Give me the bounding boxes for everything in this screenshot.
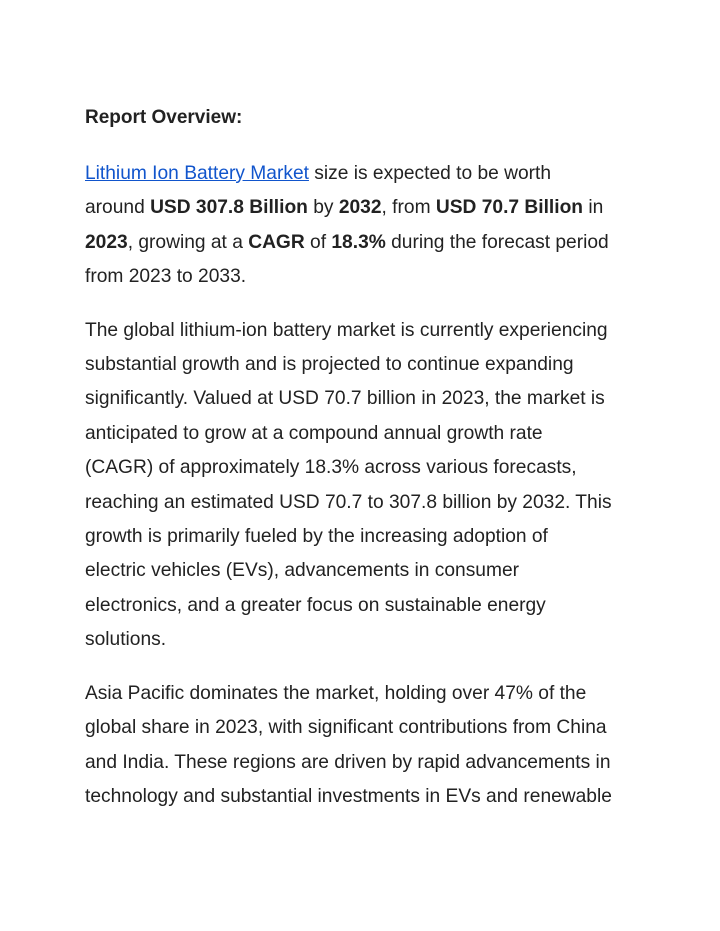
paragraph-line: electronics, and a greater focus on sustainable energy <box>85 594 546 616</box>
paragraph-line: solutions. <box>85 629 167 651</box>
paragraph-line: 2023, growing at a CAGR of 18.3% during the forecast period <box>85 231 609 253</box>
value-2023: USD 70.7 Billion <box>435 197 584 219</box>
paragraph-line: around USD 307.8 Billion by 2032, from USD 70.7 Billion in <box>85 197 604 219</box>
paragraph-line: growth is primarily fueled by the increasing adoption of <box>85 526 548 548</box>
regional-paragraph <box>85 677 645 815</box>
paragraph-line: reaching an estimated USD 70.7 to 307.8 billion by 2032. This <box>85 491 612 513</box>
year-2032: 2032 <box>338 197 382 219</box>
cagr-label: CAGR <box>248 231 305 253</box>
paragraph-line: substantial growth and is projected to continue expanding <box>85 354 574 376</box>
paragraph-line: electric vehicles (EVs), advancements in consumer <box>85 560 520 582</box>
paragraph-line: and India. These regions are driven by rapid advancements in <box>85 751 611 773</box>
market-growth-paragraph <box>85 314 645 658</box>
paragraph-line: Lithium Ion Battery Market size is expected to be worth <box>85 163 552 184</box>
paragraph-line: Asia Pacific dominates the market, holding over 47% of the <box>85 682 587 704</box>
document-page <box>85 104 645 833</box>
paragraph-line: technology and substantial investments in EVs and renewable <box>85 785 612 807</box>
year-2023: 2023 <box>85 231 128 253</box>
paragraph-line: global share in 2023, with significant contributions from China <box>85 717 607 739</box>
paragraph-line: from 2023 to 2033. <box>85 266 247 288</box>
report-overview-heading: Report Overview: <box>85 107 243 128</box>
cagr-value: 18.3% <box>331 231 386 253</box>
paragraph-line: (CAGR) of approximately 18.3% across various forecasts, <box>85 457 577 479</box>
market-size-paragraph <box>85 157 645 295</box>
value-2032: USD 307.8 Billion <box>150 197 308 219</box>
market-report-link[interactable]: Lithium Ion Battery Market <box>85 163 309 184</box>
paragraph-line: significantly. Valued at USD 70.7 billion in 2023, the market is <box>85 388 605 410</box>
paragraph-line: anticipated to grow at a compound annual growth rate <box>85 422 543 444</box>
paragraph-line: The global lithium-ion battery market is currently experiencing <box>85 319 608 341</box>
